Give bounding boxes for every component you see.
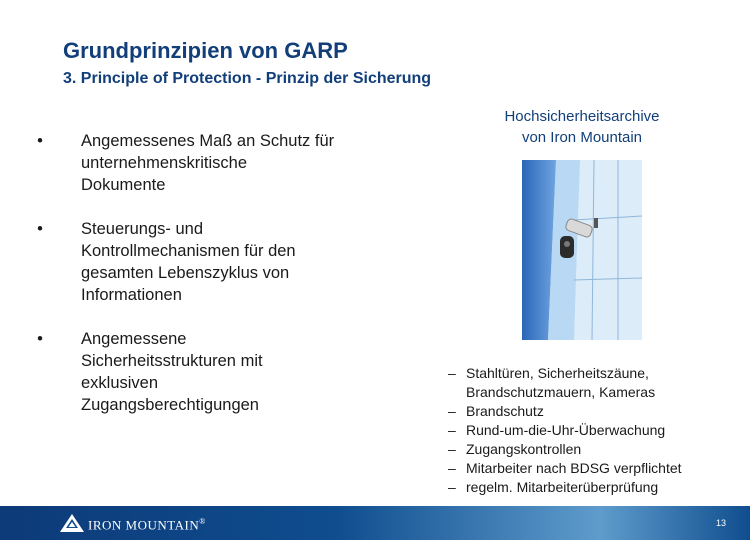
bullet-marker: • xyxy=(37,132,43,150)
logo-text: IRON MOUNTAIN® xyxy=(88,517,206,533)
bullet-line: Dokumente xyxy=(81,176,166,194)
dash-marker: – xyxy=(448,441,456,457)
feature-item xyxy=(448,478,738,497)
feature-line: regelm. Mitarbeiterüberprüfung xyxy=(466,479,659,495)
security-camera-photo xyxy=(522,160,642,340)
archive-heading xyxy=(467,106,697,148)
bullet-marker: • xyxy=(37,330,43,348)
bullet-line: Angemessenes Maß an Schutz für xyxy=(81,132,335,150)
iron-mountain-logo xyxy=(60,514,206,537)
feature-line: Rund-um-die-Uhr-Überwachung xyxy=(466,422,666,438)
dash-marker: – xyxy=(448,365,456,381)
feature-line: Mitarbeiter nach BDSG verpflichtet xyxy=(466,460,682,476)
bullet-item xyxy=(30,328,400,416)
archive-heading-line: von Iron Mountain xyxy=(521,129,643,146)
feature-line: Stahltüren, Sicherheitszäune, xyxy=(466,365,649,381)
bullet-marker: • xyxy=(37,220,43,238)
bullet-line: Informationen xyxy=(81,286,182,304)
bullet-line: Steuerungs- und xyxy=(81,220,204,238)
archive-heading-line: Hochsicherheitsarchive xyxy=(504,108,660,125)
bullet-line: Sicherheitsstrukturen mit xyxy=(81,352,263,370)
slide-title: Grundprinzipien von GARP xyxy=(63,38,348,63)
feature-line: Zugangskontrollen xyxy=(466,441,582,457)
feature-item xyxy=(448,440,738,459)
slide-subtitle: 3. Principle of Protection - Prinzip der Sicherung xyxy=(63,70,432,87)
bullet-list xyxy=(30,130,400,438)
bullet-line: Kontrollmechanismen für den xyxy=(81,242,296,260)
bullet-item xyxy=(30,218,400,306)
bullet-line: gesamten Lebenszyklus von xyxy=(81,264,290,282)
bullet-line: Zugangsberechtigungen xyxy=(81,396,259,414)
bullet-line: exklusiven xyxy=(81,374,159,392)
feature-line: Brandschutz xyxy=(466,403,544,419)
mountain-logo-icon xyxy=(60,514,84,537)
dash-marker: – xyxy=(448,460,456,476)
feature-line: Brandschutzmauern, Kameras xyxy=(466,384,656,400)
bullet-line: Angemessene xyxy=(81,330,187,348)
feature-item xyxy=(448,421,738,440)
page-number: 13 xyxy=(715,518,726,528)
bullet-item xyxy=(30,130,400,196)
dash-marker: – xyxy=(448,403,456,419)
feature-item xyxy=(448,459,738,478)
dash-marker: – xyxy=(448,479,456,495)
dash-marker: – xyxy=(448,422,456,438)
feature-item xyxy=(448,364,738,402)
security-features-list xyxy=(448,364,738,497)
bullet-line: unternehmenskritische xyxy=(81,154,247,172)
feature-item xyxy=(448,402,738,421)
footer-bar xyxy=(0,506,750,540)
